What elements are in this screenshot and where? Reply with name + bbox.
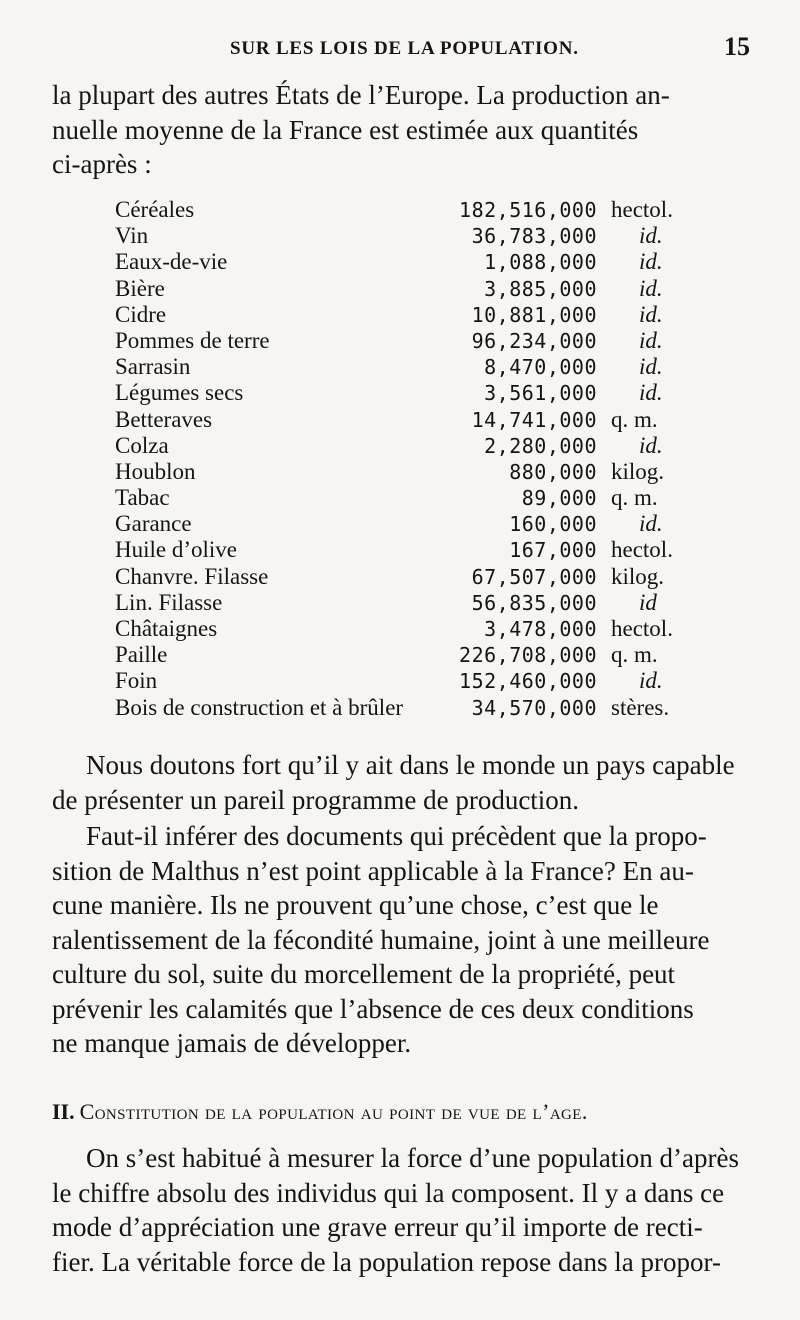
text-line: On s’est habitué à mesurer la force d’une population d’après — [86, 1143, 740, 1173]
table-row — [115, 616, 715, 642]
quantity-value: 89,000 — [521, 486, 597, 511]
section-title: Constitution de la population au point de vue de l’age. — [79, 1099, 588, 1124]
quantity-value: 14,741,000 — [471, 407, 597, 432]
table-row — [115, 459, 715, 485]
text-line: culture du sol, suite du morcellement de la propriété, peut — [52, 959, 676, 989]
intro-paragraph — [52, 78, 752, 182]
table-row — [115, 537, 715, 563]
unit-label: id. — [639, 432, 663, 458]
paragraph-doubt — [52, 748, 752, 817]
unit-label: kilog. — [611, 563, 665, 589]
product-name: Paille — [115, 642, 171, 667]
text-line: Nous doutons fort qu’il y ait dans le monde un pays capable — [86, 750, 735, 780]
table-row — [115, 249, 715, 275]
quantity-value: 160,000 — [509, 512, 597, 537]
product-name: Lin. Filasse — [115, 590, 226, 615]
quantity-value: 36,783,000 — [471, 224, 597, 249]
product-name: Foin — [115, 668, 161, 693]
quantity-value: 56,835,000 — [471, 590, 597, 615]
quantity-value: 67,507,000 — [471, 564, 597, 589]
table-row — [115, 354, 715, 380]
product-name: Colza — [115, 433, 173, 458]
text-line: prévenir les calamités que l’absence de ces deux conditions — [52, 993, 694, 1024]
paragraph-age — [52, 1141, 752, 1279]
quantity-value: 10,881,000 — [471, 302, 597, 327]
unit-label: hectol. — [611, 616, 673, 641]
table-row — [115, 433, 715, 459]
product-name: Garance — [115, 511, 196, 536]
production-table — [115, 197, 715, 721]
table-row — [115, 590, 715, 616]
unit-label: id. — [639, 327, 663, 353]
unit-label: id. — [639, 380, 663, 406]
text-line: sition de Malthus n’est point applicable à la France? En au- — [52, 855, 694, 886]
unit-label: kilog. — [611, 458, 665, 484]
unit-label: stères. — [611, 694, 670, 720]
unit-label: id. — [639, 249, 663, 275]
table-row — [115, 407, 715, 433]
table-row — [115, 668, 715, 694]
product-name: Eaux-de-vie — [115, 249, 231, 274]
table-row — [115, 223, 715, 249]
product-name: Bière — [115, 276, 169, 301]
unit-label: id. — [639, 275, 663, 301]
section-number: II. — [52, 1099, 75, 1124]
page-number: 15 — [724, 32, 750, 61]
quantity-value: 1,088,000 — [484, 250, 597, 275]
quantity-value: 2,280,000 — [484, 433, 597, 458]
quantity-value: 167,000 — [509, 538, 597, 563]
quantity-value: 96,234,000 — [471, 328, 597, 353]
product-name: Céréales — [115, 197, 198, 222]
product-name: Houblon — [115, 459, 200, 484]
unit-label: hectol. — [611, 197, 673, 222]
unit-label: id. — [639, 668, 663, 694]
text-line: la plupart des autres États de l’Europe. La production an- — [52, 80, 670, 110]
product-name: Sarrasin — [115, 354, 194, 379]
table-row — [115, 642, 715, 668]
table-row — [115, 197, 715, 223]
text-line: nuelle moyenne de la France est estimée aux quantités — [52, 114, 639, 145]
product-name: Légumes secs — [115, 380, 247, 405]
quantity-value: 34,570,000 — [471, 695, 597, 720]
text-line: ci-après : — [52, 149, 152, 179]
product-name: Chanvre. Filasse — [115, 564, 272, 589]
table-row — [115, 564, 715, 590]
table-row — [115, 380, 715, 406]
product-name: Betteraves — [115, 407, 216, 432]
text-line: ne manque jamais de développer. — [52, 1028, 412, 1058]
unit-label: id. — [639, 511, 663, 537]
product-name: Vin — [115, 223, 152, 248]
unit-label: hectol. — [611, 537, 673, 563]
product-name: Bois de construction et à brûler — [115, 695, 407, 720]
quantity-value: 880,000 — [509, 459, 597, 484]
unit-label: q. m. — [611, 406, 658, 432]
paragraph-malthus — [52, 819, 752, 1061]
text-line: de présenter un pareil programme de production. — [52, 784, 580, 815]
unit-label: id. — [639, 301, 663, 327]
table-row — [115, 328, 715, 354]
running-title: SUR LES LOIS DE LA POPULATION. — [230, 38, 579, 59]
quantity-value: 8,470,000 — [484, 355, 597, 380]
text-line: le chiffre absolu des individus qui la composent. Il y a dans ce — [52, 1177, 725, 1208]
product-name: Cidre — [115, 302, 170, 327]
quantity-value: 3,478,000 — [484, 617, 597, 641]
quantity-value: 3,885,000 — [484, 276, 597, 301]
quantity-value: 152,460,000 — [459, 669, 597, 694]
text-line: mode d’appréciation une grave erreur qu’il importe de recti- — [52, 1212, 703, 1242]
product-name: Tabac — [115, 485, 174, 510]
product-name: Huile d’olive — [115, 537, 241, 562]
text-line: fier. La véritable force de la population repose dans la propor- — [52, 1246, 721, 1277]
text-line: ralentissement de la fécondité humaine, joint à une meilleure — [52, 924, 710, 955]
page-header — [52, 32, 752, 66]
product-name: Châtaignes — [115, 616, 221, 641]
unit-label: id. — [639, 354, 663, 380]
table-row — [115, 695, 715, 721]
quantity-value: 3,561,000 — [484, 381, 597, 406]
table-row — [115, 485, 715, 511]
unit-label: id — [639, 589, 657, 615]
table-row — [115, 276, 715, 302]
table-row — [115, 302, 715, 328]
table-row — [115, 511, 715, 537]
quantity-value: 226,708,000 — [459, 643, 597, 668]
unit-label: q. m. — [611, 485, 658, 511]
product-name: Pommes de terre — [115, 328, 274, 353]
unit-label: id. — [639, 223, 663, 249]
quantity-value: 182,516,000 — [459, 198, 597, 222]
text-line: Faut-il inférer des documents qui précèdent que la propo- — [86, 821, 707, 851]
text-line: cune manière. Ils ne prouvent qu’une chose, c’est que le — [52, 890, 659, 920]
section-heading — [52, 1098, 752, 1126]
unit-label: q. m. — [611, 642, 658, 668]
